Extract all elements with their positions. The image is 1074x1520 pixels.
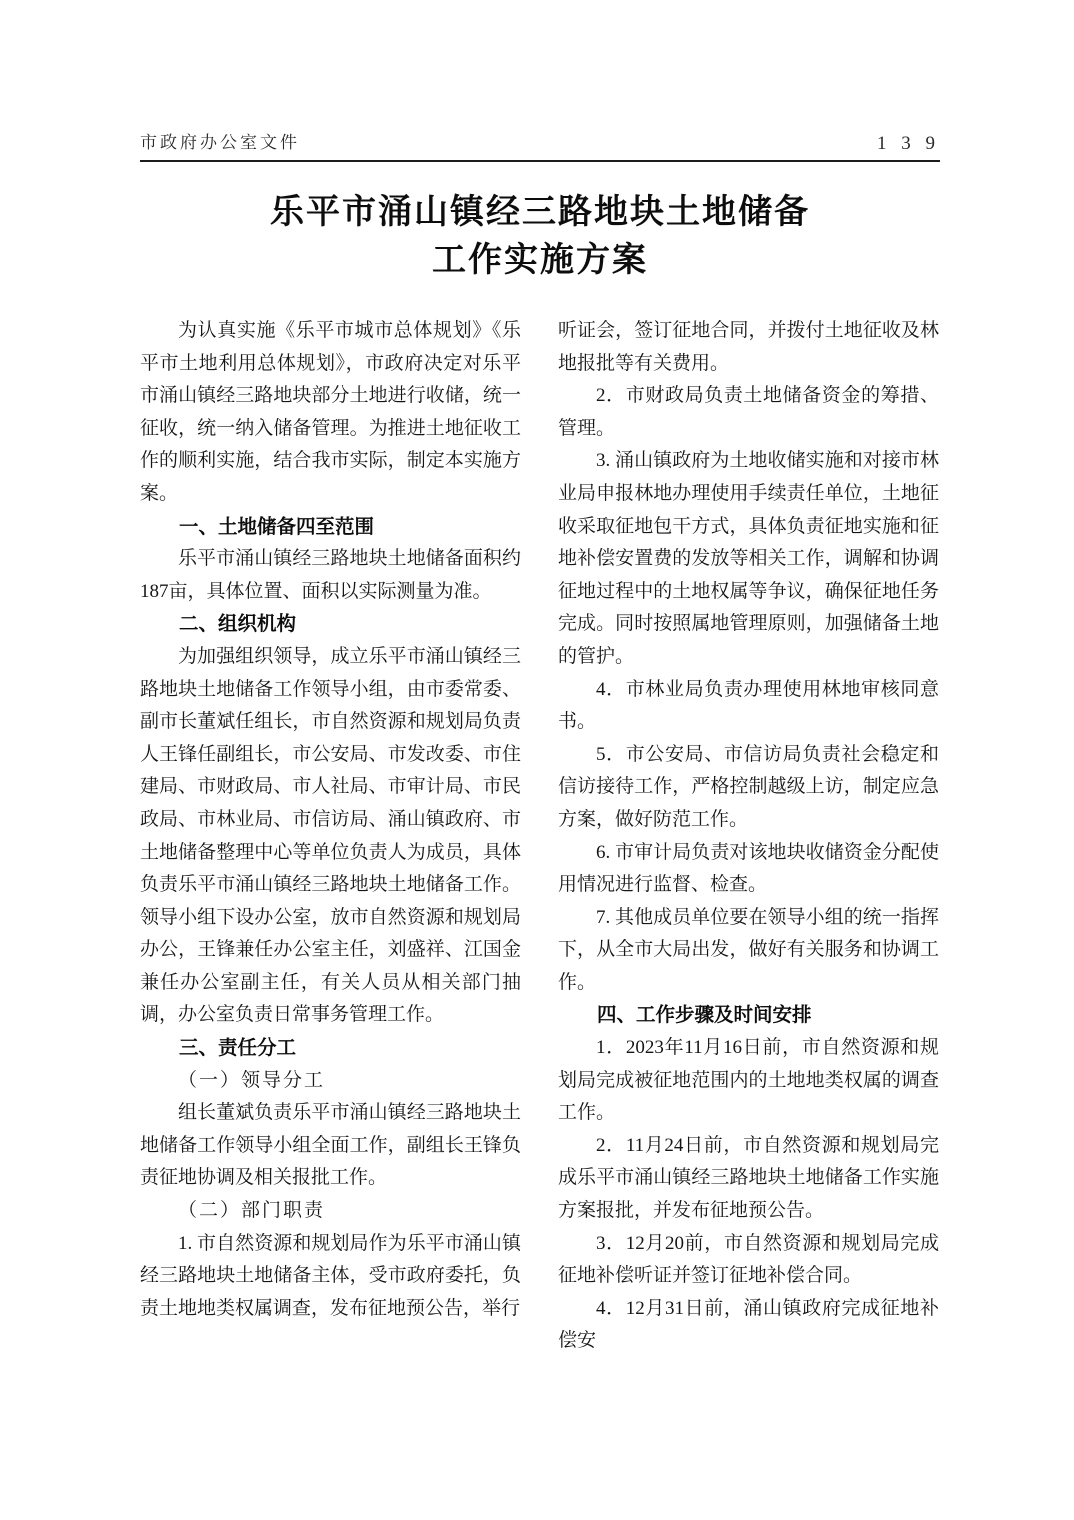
paragraph: 组长董斌负责乐平市涌山镇经三路地块土地储备工作领导小组全面工作，副组长王锋负责征地协调及相关报批工作。 [140, 1102, 521, 1189]
paragraph: 乐平市涌山镇经三路地块土地储备面积约187亩，具体位置、面积以实际测量为准。 [140, 548, 521, 602]
paragraph: 4．12月31日前，涌山镇政府完成征地补偿安 [558, 1297, 939, 1352]
paragraph: 6. 市审计局负责对该地块收储资金分配使用情况进行监督、检查。 [558, 841, 939, 896]
title-line-2: 工作实施方案 [432, 241, 648, 279]
column-right [558, 315, 939, 1358]
paragraph: 2．11月24日前，市自然资源和规划局完成乐平市涌山镇经三路地块土地储备工作实施方案报批，并发布征地预公告。 [558, 1134, 939, 1222]
paragraph: 听证会，签订征地合同，并拨付土地征收及林地报批等有关费用。 [558, 320, 939, 374]
section-heading: 三、责任分工 [179, 1037, 297, 1060]
header-label: 市政府办公室文件 [140, 133, 300, 152]
paragraph: 2．市财政局负责土地储备资金的筹措、管理。 [558, 385, 939, 439]
section-heading: 一、土地储备四至范围 [179, 515, 375, 538]
paragraph: 为认真实施《乐平市城市总体规划》《乐平市土地利用总体规划》，市政府决定对乐平市涌山镇经三路地块部分土地进行收储，统一征收，统一纳入储备管理。为推进土地征收工作的顺利实施，结合我市实际，制定本实施方案。 [140, 320, 521, 504]
paragraph: 1．2023年11月16日前，市自然资源和规划局完成被征地范围内的土地地类权属的调查工作。 [558, 1037, 939, 1124]
paragraph: 4．市林业局负责办理使用林地审核同意书。 [558, 678, 939, 733]
paragraph: 3．12月20前，市自然资源和规划局完成征地补偿听证并签订征地补偿合同。 [558, 1232, 939, 1287]
title-line-1: 乐平市涌山镇经三路地块土地储备 [270, 193, 810, 231]
content-area [140, 0, 940, 1358]
paragraph: 3. 涌山镇政府为土地收储实施和对接市林业局申报林地办理使用手续责任单位，土地征收采取征地包干方式，具体负责征地实施和征地补偿安置费的发放等相关工作，调解和协调征地过程中的土地权属等争议，确保征地任务完成。同时按照属地管理原则，加强储备土地的管护。 [558, 450, 939, 667]
paragraph: 5．市公安局、市信访局负责社会稳定和信访接待工作，严格控制越级上访，制定应急方案，做好防范工作。 [558, 743, 939, 830]
section-heading: 四、工作步骤及时间安排 [597, 1004, 812, 1027]
document-body [140, 315, 940, 1358]
document-title [140, 188, 940, 284]
page-header [140, 128, 940, 162]
sub-section-heading: （二）部门职责 [178, 1200, 326, 1222]
page-number: 1 3 9 [877, 133, 940, 154]
section-heading: 二、组织机构 [179, 613, 297, 636]
paragraph: 为加强组织领导，成立乐平市涌山镇经三路地块土地储备工作领导小组，由市委常委、副市长董斌任组长，市自然资源和规划局负责人王锋任副组长，市公安局、市发改委、市住建局、市财政局、市人社局、市审计局、市民政局、市林业局、市信访局、涌山镇政府、市土地储备整理中心等单位负责人为成员，具体负责乐平市涌山镇经三路地块土地储备工作。领导小组下设办公室，放市自然资源和规划局办公，王锋兼任办公室主任，刘盛祥、江国金兼任办公室副主任，有关人员从相关部门抽调，办公室负责日常事务管理工作。 [140, 645, 521, 1026]
paragraph: 7. 其他成员单位要在领导小组的统一指挥下，从全市大局出发，做好有关服务和协调工作。 [558, 906, 939, 993]
paragraph: 1. 市自然资源和规划局作为乐平市涌山镇经三路地块土地储备主体，受市政府委托，负责土地地类权属调查，发布征地预公告，举行 [140, 1232, 521, 1319]
column-left [140, 315, 521, 1358]
sub-section-heading: （一）领导分工 [178, 1069, 326, 1091]
